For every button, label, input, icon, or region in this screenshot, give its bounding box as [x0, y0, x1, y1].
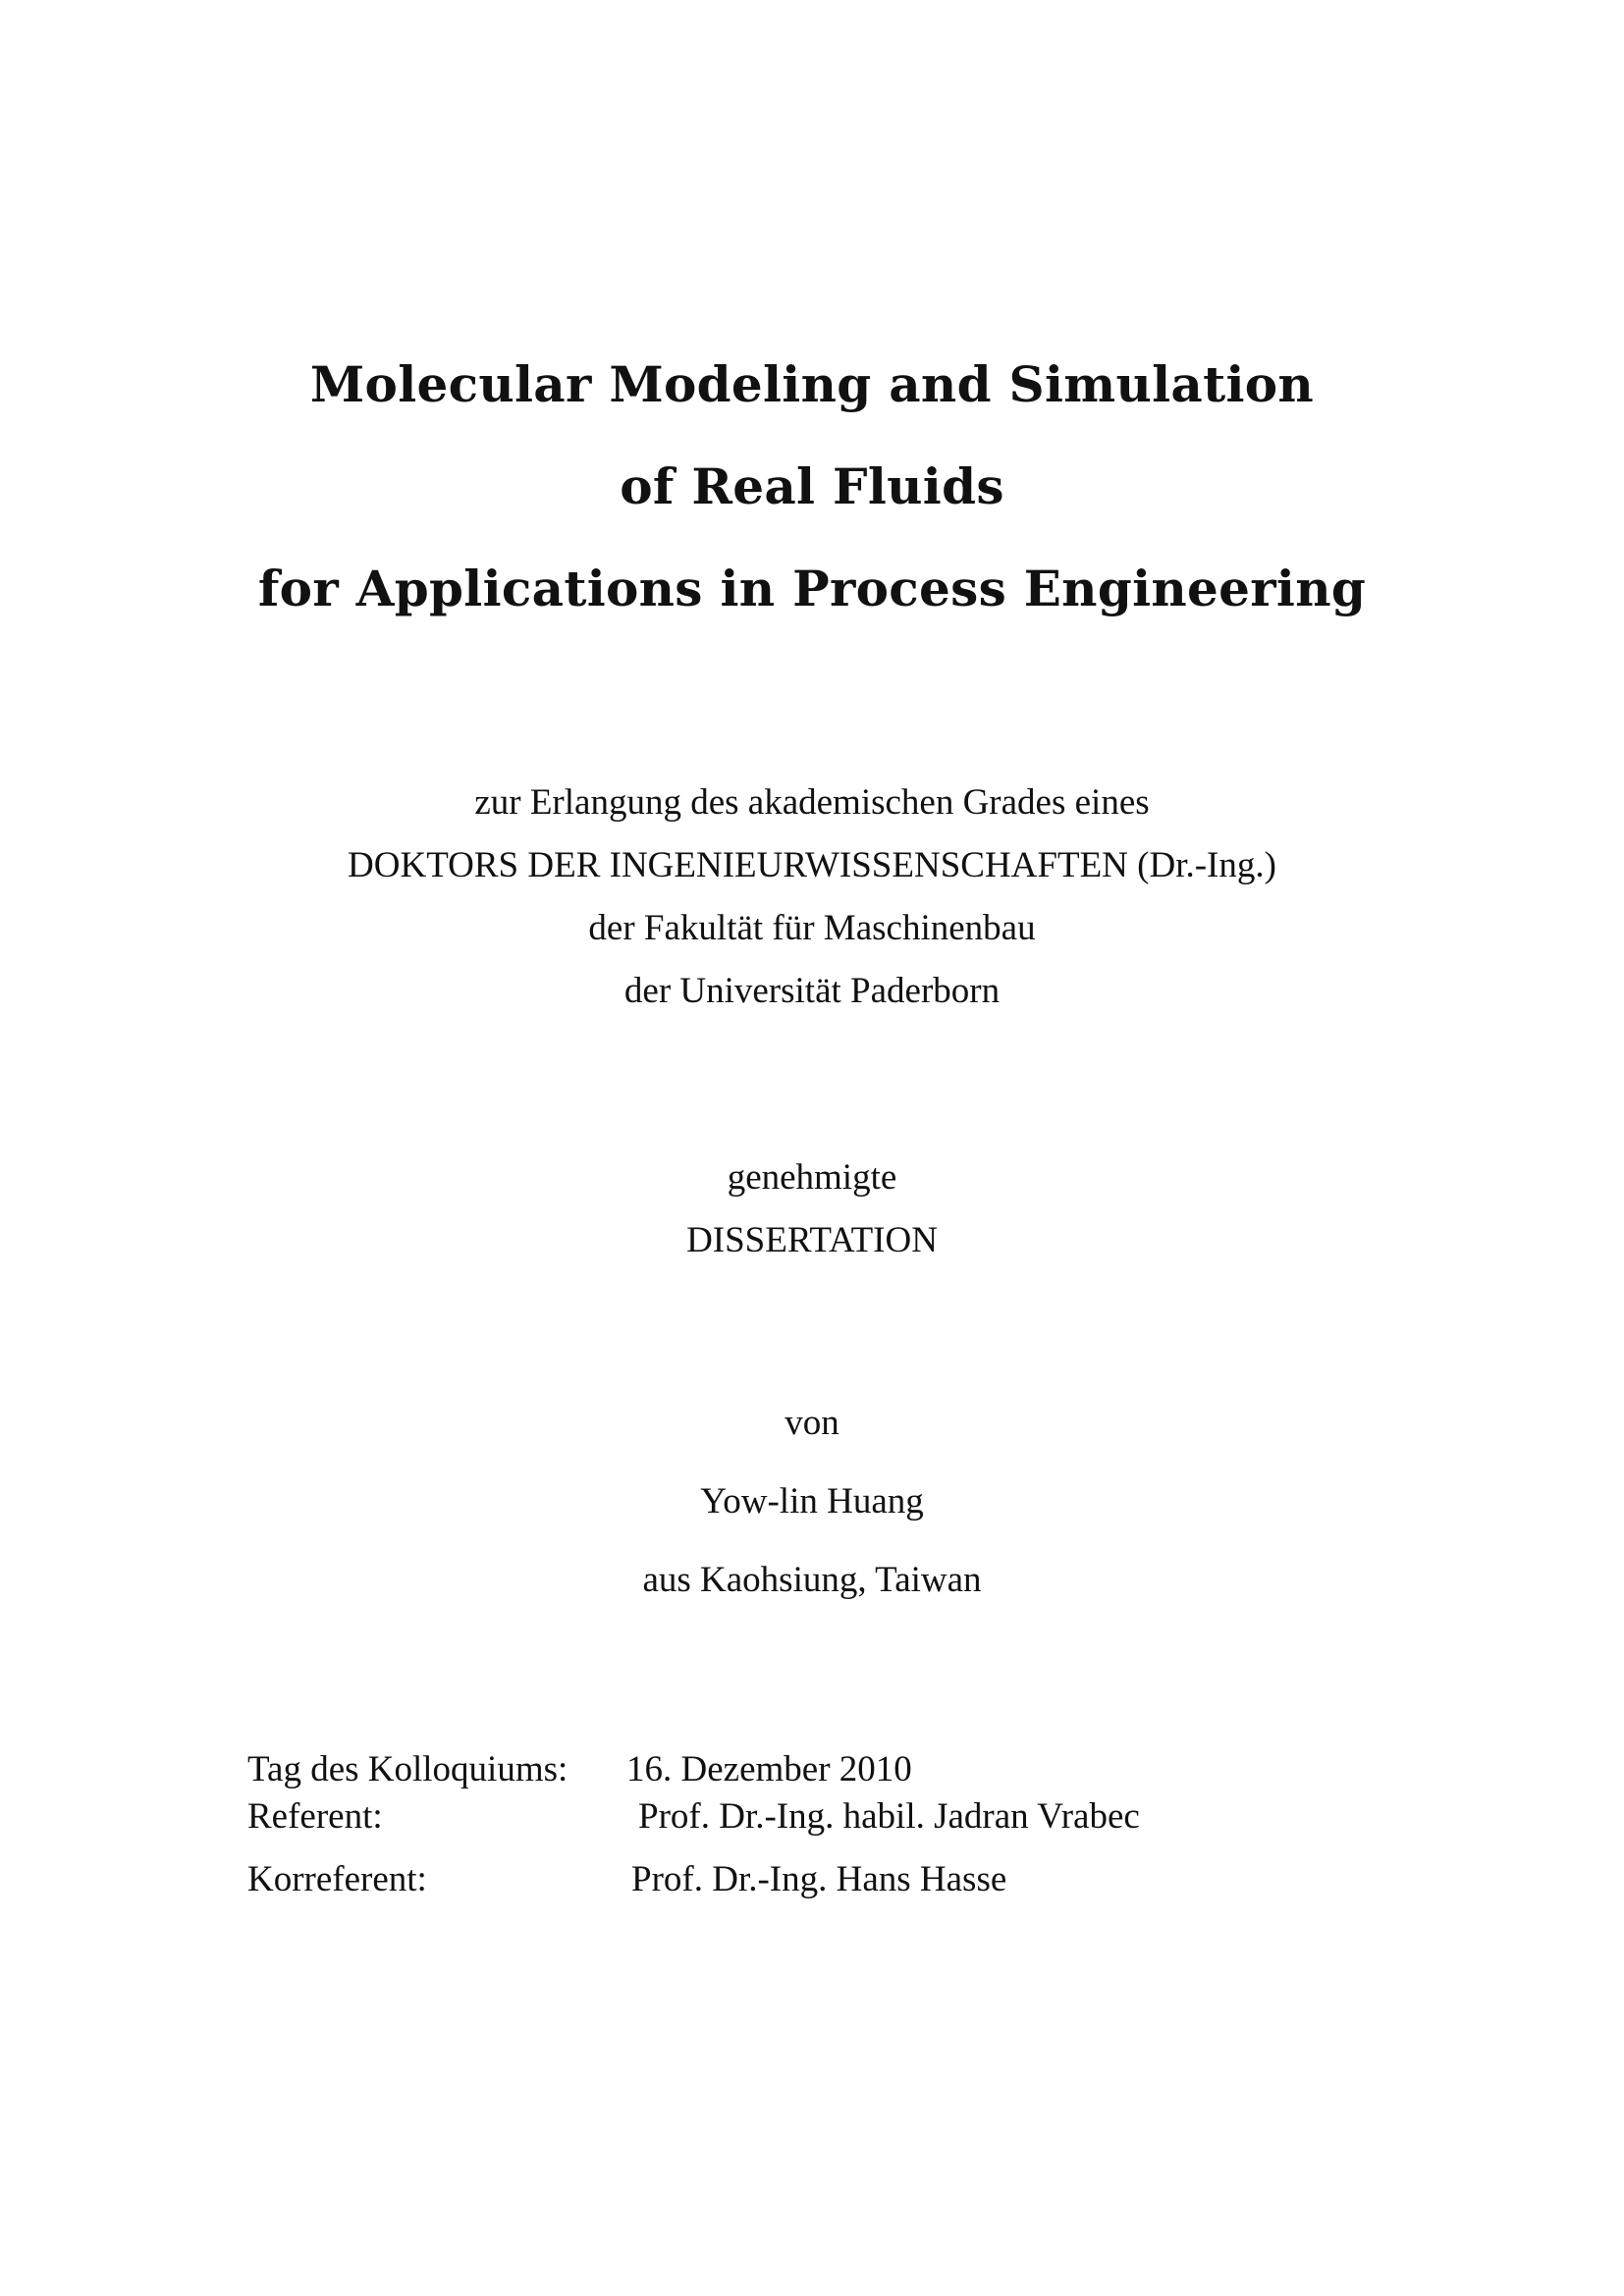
faculty-line: der Fakultät für Maschinenbau — [588, 908, 1036, 948]
approval-line: genehmigte — [727, 1157, 897, 1198]
von-line: von — [785, 1403, 839, 1443]
thesis-title-line-1: Molecular Modeling and Simulation — [309, 355, 1315, 413]
korreferent-label: Korreferent: — [247, 1859, 427, 1899]
author-origin: aus Kaohsiung, Taiwan — [642, 1560, 982, 1600]
degree-line-2: DOKTORS DER INGENIEURWISSENSCHAFTEN (Dr.-Ing.) — [348, 845, 1276, 885]
referent-label: Referent: — [247, 1796, 383, 1837]
korreferent-name: Prof. Dr.-Ing. Hans Hasse — [631, 1859, 1007, 1899]
colloquium-label: Tag des Kolloquiums: — [247, 1749, 568, 1789]
author-name: Yow-lin Huang — [700, 1481, 924, 1522]
referent-name: Prof. Dr.-Ing. habil. Jadran Vrabec — [638, 1796, 1140, 1837]
university-line: der Universität Paderborn — [623, 971, 1001, 1011]
thesis-title-line-3: for Applications in Process Engineering — [257, 560, 1367, 617]
degree-line-1: zur Erlangung des akademischen Grades eines — [474, 782, 1150, 823]
thesis-title-line-2: of Real Fluids — [620, 457, 1004, 515]
colloquium-date: 16. Dezember 2010 — [626, 1749, 912, 1789]
dissertation-label: DISSERTATION — [686, 1220, 938, 1260]
